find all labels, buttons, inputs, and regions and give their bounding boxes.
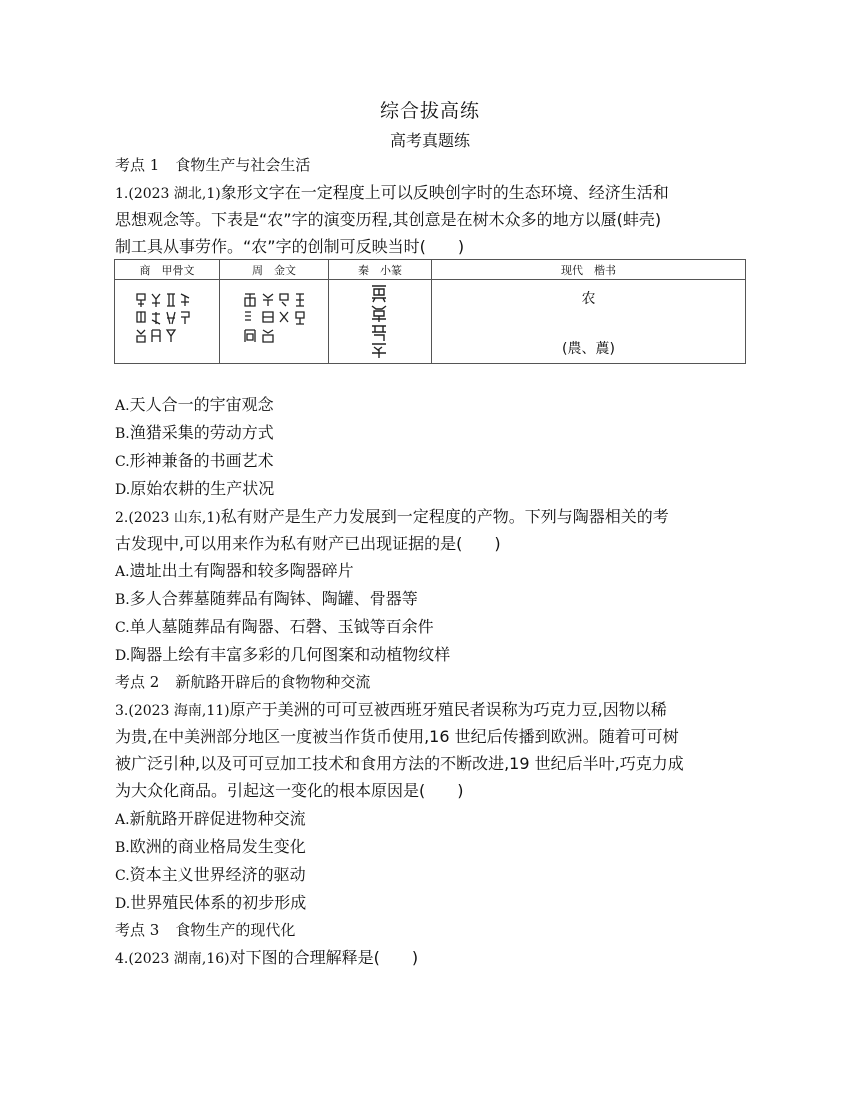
- page-subtitle: 高考真题练: [389, 131, 470, 150]
- option-2d[interactable]: [115, 645, 450, 666]
- option-text: 资本主义世界经济的驱动: [129, 865, 306, 884]
- question-3-line-2: 为贵,在中美洲部分地区一度被当作货币使用,16 世纪后传播到欧洲。随着可可树: [115, 727, 679, 746]
- small-seal-glyphs: [329, 280, 432, 364]
- question-3-line-4: 为大众化商品。引起这一变化的根本原因是( ): [115, 781, 464, 800]
- option-text: 多人合葬墓随葬品有陶钵、陶罐、骨器等: [129, 589, 418, 608]
- option-letter: C.: [115, 620, 130, 636]
- question-text: 私有财产是生产力发展到一定程度的产物。下列与陶器相关的考: [220, 507, 669, 526]
- section-label: 考点 2: [115, 673, 160, 691]
- section-label: 考点 3: [115, 921, 160, 939]
- question-source: 1.(2023 湖北,1): [115, 186, 221, 202]
- option-3a[interactable]: [115, 809, 306, 830]
- option-2a[interactable]: [115, 561, 354, 582]
- option-text: 新航路开辟促进物种交流: [129, 809, 306, 828]
- modern-script-cell: [432, 280, 746, 364]
- question-1-line-1: [115, 183, 669, 204]
- page-title: 综合拔高练: [379, 100, 480, 122]
- section-heading-3: [115, 920, 295, 940]
- table-header-bronze: 周 金文: [220, 260, 329, 280]
- option-1c[interactable]: [115, 451, 274, 472]
- option-letter: D.: [115, 896, 131, 912]
- option-3d[interactable]: [115, 893, 306, 914]
- option-letter: A.: [115, 812, 130, 828]
- option-3c[interactable]: [115, 865, 306, 886]
- question-source: 4.(2023 湖南,16): [115, 951, 230, 967]
- question-source: 3.(2023 海南,11): [115, 703, 230, 719]
- table-header-seal: 秦 小篆: [329, 260, 432, 280]
- option-letter: C.: [115, 868, 130, 884]
- question-2-line-2: 古发现中,可以用来作为私有财产已出现证据的是( ): [115, 534, 501, 553]
- table-header-modern: 现代 楷书: [432, 260, 746, 280]
- option-letter: D.: [115, 648, 131, 664]
- option-letter: A.: [115, 564, 130, 580]
- option-1d[interactable]: [115, 479, 274, 500]
- question-text: 原产于美洲的可可豆被西班牙殖民者误称为巧克力豆,因物以稀: [229, 700, 667, 719]
- seal-glyph-image: [329, 280, 431, 360]
- option-1b[interactable]: [115, 423, 274, 444]
- option-text: 遗址出土有陶器和较多陶器碎片: [129, 561, 354, 580]
- bronze-glyph-image: [220, 280, 328, 360]
- option-3b[interactable]: [115, 837, 306, 858]
- question-2-line-1: [115, 507, 669, 528]
- question-1-line-2: 思想观念等。下表是“农”字的演变历程,其创意是在树木众多的地方以蜃(蚌壳): [115, 210, 662, 229]
- section-heading-2: [115, 672, 370, 692]
- character-evolution-table: [114, 259, 746, 364]
- question-3-line-3: 被广泛引种,以及可可豆加工技术和食用方法的不断改进,19 世纪后半叶,巧克力成: [115, 754, 684, 773]
- question-3-line-1: [115, 700, 667, 721]
- bronze-inscription-glyphs: [220, 280, 329, 364]
- option-text: 渔猎采集的劳动方式: [129, 423, 274, 442]
- option-letter: D.: [115, 482, 131, 498]
- option-letter: C.: [115, 454, 130, 470]
- option-letter: A.: [115, 398, 130, 414]
- section-label: 考点 1: [115, 156, 160, 174]
- option-letter: B.: [115, 592, 130, 608]
- option-text: 单人墓随葬品有陶器、石磬、玉钺等百余件: [129, 617, 434, 636]
- question-source: 2.(2023 山东,1): [115, 510, 221, 526]
- modern-character: 农: [581, 291, 596, 307]
- option-2b[interactable]: [115, 589, 418, 610]
- oracle-bone-glyphs: [115, 280, 220, 364]
- section-title: 食物生产与社会生活: [175, 156, 311, 174]
- question-4-line-1: [115, 948, 418, 969]
- option-text: 陶器上绘有丰富多彩的几何图案和动植物纹样: [130, 645, 451, 664]
- option-text: 世界殖民体系的初步形成: [130, 893, 307, 912]
- section-title: 新航路开辟后的食物物种交流: [175, 673, 371, 691]
- question-text: 象形文字在一定程度上可以反映创字时的生态环境、经济生活和: [220, 183, 669, 202]
- section-title: 食物生产的现代化: [175, 921, 296, 939]
- traditional-variants: (農、蕽): [562, 341, 615, 357]
- option-letter: B.: [115, 840, 130, 856]
- option-1a[interactable]: [115, 395, 274, 416]
- option-2c[interactable]: [115, 617, 434, 638]
- option-letter: B.: [115, 426, 130, 442]
- oracle-glyph-image: [115, 280, 219, 360]
- option-text: 欧洲的商业格局发生变化: [129, 837, 306, 856]
- option-text: 原始农耕的生产状况: [130, 479, 275, 498]
- option-text: 天人合一的宇宙观念: [129, 395, 274, 414]
- question-text: 对下图的合理解释是( ): [229, 948, 419, 967]
- question-1-line-3: 制工具从事劳作。“农”字的创制可反映当时( ): [115, 237, 465, 256]
- section-heading-1: [115, 155, 310, 175]
- option-text: 形神兼备的书画艺术: [129, 451, 274, 470]
- table-header-oracle: 商 甲骨文: [115, 260, 220, 280]
